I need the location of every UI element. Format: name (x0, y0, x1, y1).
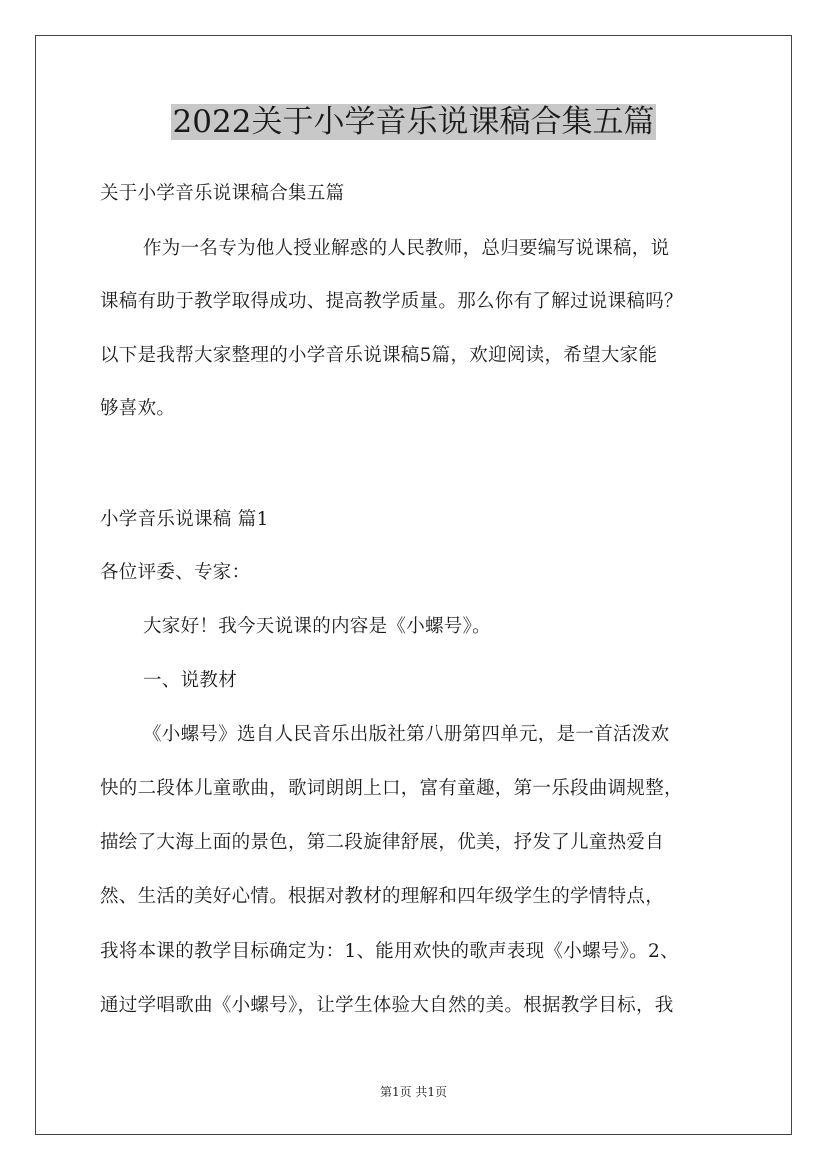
document-title-text: 2022关于小学音乐说课稿合集五篇 (172, 104, 655, 140)
paragraph-line: 课稿有助于教学取得成功、提高教学质量。那么你有了解过说课稿吗？ (100, 291, 683, 312)
salutation-line: 各位评委、专家： (100, 562, 251, 583)
subtitle-line: 关于小学音乐说课稿合集五篇 (100, 183, 345, 204)
paragraph-line: 作为一名专为他人授业解惑的人民教师，总归要编写说课稿，说 (143, 238, 670, 259)
paragraph-line: 以下是我帮大家整理的小学音乐说课稿5篇，欢迎阅读，希望大家能 (100, 345, 658, 366)
paragraph-line: 通过学唱歌曲《小螺号》，让学生体验大自然的美。根据教学目标，我 (100, 995, 674, 1016)
paragraph-line: 《小螺号》选自人民音乐出版社第八册第四单元，是一首活泼欢 (143, 724, 670, 745)
document-title (0, 100, 827, 144)
subsection-heading: 一、说教材 (143, 670, 238, 691)
paragraph-line: 我将本课的教学目标确定为：1、能用欢快的歌声表现《小螺号》。2、 (100, 941, 679, 962)
page-footer: 第1页 共1页 (379, 1085, 448, 1099)
paragraph-line: 大家好！我今天说课的内容是《小螺号》。 (143, 616, 491, 637)
paragraph-line: 描绘了大海上面的景色，第二段旋律舒展，优美，抒发了儿童热爱自 (100, 832, 665, 853)
paragraph-line: 然、生活的美好心情。根据对教材的理解和四年级学生的学情特点， (100, 886, 665, 907)
paragraph-line: 够喜欢。 (100, 398, 176, 419)
section-heading: 小学音乐说课稿 篇1 (100, 509, 269, 530)
paragraph-line: 快的二段体儿童歌曲，歌词朗朗上口，富有童趣，第一乐段曲调规整， (100, 778, 683, 799)
